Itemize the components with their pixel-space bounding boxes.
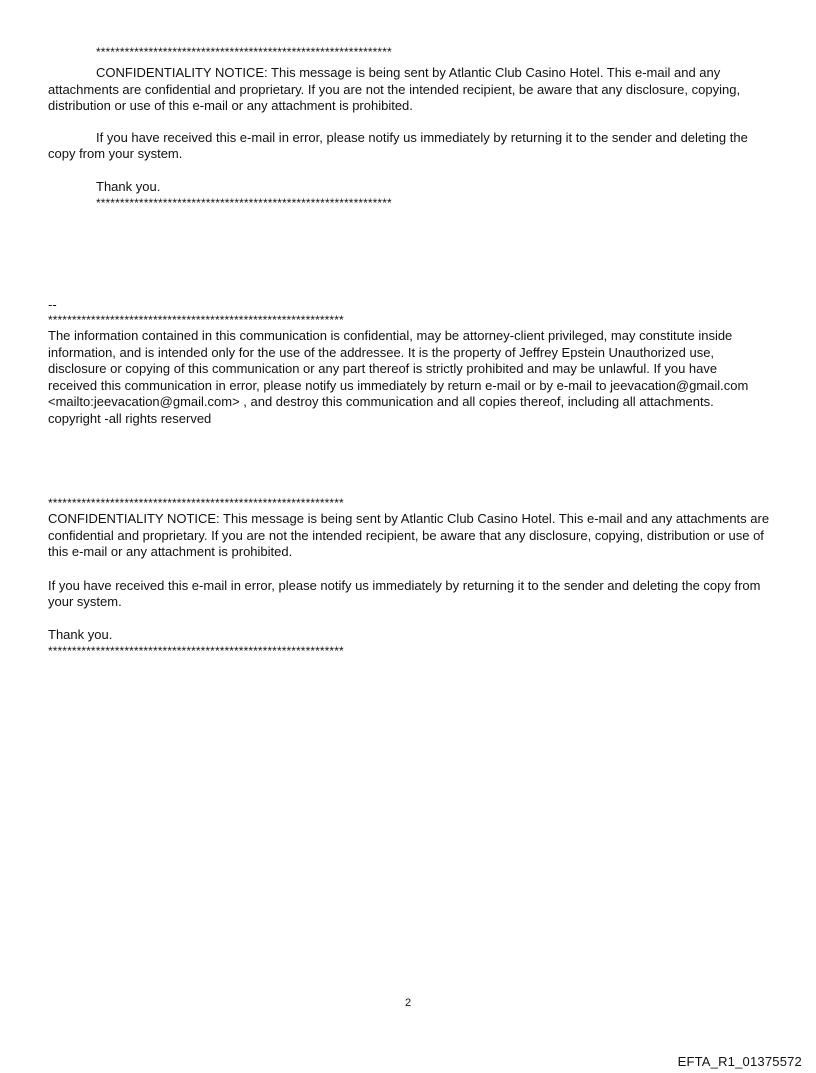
- asterisk-divider-top: **************************************************************: [96, 45, 392, 59]
- asterisk-divider: **************************************************************: [48, 313, 344, 327]
- signature-separator: --: [48, 297, 57, 312]
- confidentiality-notice-indented: [48, 46, 768, 209]
- page-number: 2: [404, 997, 412, 1009]
- notice-paragraph: CONFIDENTIALITY NOTICE: This message is being sent by Atlantic Club Casino Hotel. This e-mail and any attachments are confidential and proprietary. If you are not the intended recipient, be aware that any disclosure, copying, distribution or use of this e-mail or any attachment is prohibited.: [48, 511, 770, 559]
- disclaimer-text: The information contained in this communication is confidential, may be attorney-client privileged, may constitute inside information, and is intended only for the use of the addressee. It is the property of Jeffrey Epstein Unauthorized use, disclosure or copying of this communication or any part thereof is strictly prohibited and may be unlawful. If you have received this communication in error, please notify us immediately by return e-mail or by e-mail to jeevacation@gmail.com <mailto:jeevacation@gmail.com> , and destroy this communication and all copies thereof, including all attachments. copyright -all rights reserved: [48, 328, 749, 426]
- thank-you-line: Thank you.: [96, 178, 161, 194]
- asterisk-divider-bottom: **************************************************************: [48, 644, 344, 658]
- notice-error-paragraph: If you have received this e-mail in error, please notify us immediately by returning it to the sender and deleting the copy from your system.: [48, 577, 761, 609]
- email-signature-disclaimer: [48, 298, 768, 427]
- notice-error-paragraph: If you have received this e-mail in error, please notify us immediately by returning it to the sender and deleting the copy from your system.: [48, 129, 748, 161]
- bates-number: EFTA_R1_01375572: [677, 1054, 802, 1069]
- confidentiality-notice: [48, 497, 772, 657]
- notice-paragraph: CONFIDENTIALITY NOTICE: This message is being sent by Atlantic Club Casino Hotel. This e-mail and any attachments are confidential and proprietary. If you are not the intended recipient, be aware that any disclosure, copying, distribution or use of this e-mail or any attachment is prohibited.: [48, 65, 741, 113]
- thank-you-line: Thank you.: [48, 626, 113, 642]
- asterisk-divider-top: **************************************************************: [48, 496, 344, 510]
- asterisk-divider-bottom: **************************************************************: [96, 196, 392, 210]
